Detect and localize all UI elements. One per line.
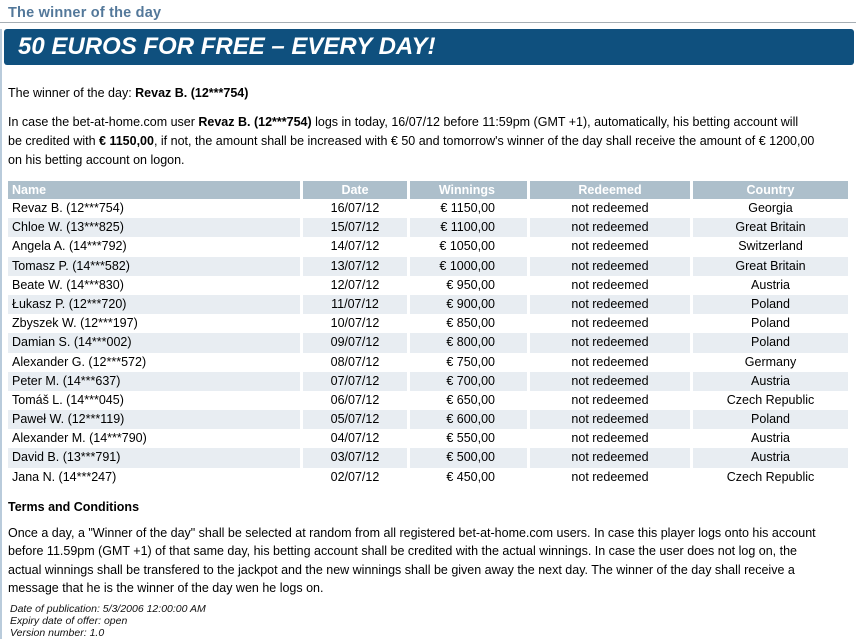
cell-winnings: € 700,00 bbox=[410, 372, 527, 391]
table-row bbox=[8, 295, 851, 314]
offer-paragraph-line bbox=[8, 151, 856, 170]
cell-winnings: € 450,00 bbox=[446, 469, 495, 484]
cell-name: Chloe W. (13***825) bbox=[8, 218, 300, 237]
cell-winnings: € 1100,00 bbox=[410, 218, 527, 237]
cell-country: Poland bbox=[693, 410, 848, 429]
cell-name: Tomáš L. (14***045) bbox=[12, 392, 124, 407]
table-row bbox=[8, 257, 851, 276]
cell-date: 16/07/12 bbox=[330, 201, 380, 215]
cell-date: 06/07/12 bbox=[330, 392, 380, 407]
cell-redeemed: not redeemed bbox=[530, 448, 690, 467]
table-row bbox=[8, 391, 851, 410]
cell-redeemed: not redeemed bbox=[530, 218, 690, 237]
cell-name: Angela A. (14***792) bbox=[12, 239, 127, 254]
terms-paragraph bbox=[8, 524, 856, 598]
table-header-cell: Name bbox=[8, 181, 300, 199]
page-title: The winner of the day bbox=[8, 5, 162, 21]
cell-winnings: € 850,00 bbox=[446, 316, 495, 331]
cell-name: Jana N. (14***247) bbox=[12, 469, 117, 484]
offer-text: , if not, the amount shall be increased with € 50 and tomorrow's winner of the day shall receive the amount of € 1200,00 bbox=[153, 134, 815, 148]
cell-date: 08/07/12 bbox=[330, 354, 380, 369]
cell-name: Beate W. (14***830) bbox=[12, 277, 124, 292]
offer-paragraph-line bbox=[8, 113, 856, 132]
cell-country: Poland bbox=[693, 333, 848, 352]
offer-amount: € 1150,00 bbox=[99, 134, 154, 148]
cell-redeemed: not redeemed bbox=[571, 277, 649, 292]
cell-date: 10/07/12 bbox=[330, 316, 380, 331]
cell-country: Austria bbox=[751, 277, 790, 292]
winner-announcement-label: The winner of the day: bbox=[8, 86, 136, 100]
cell-country: Czech Republic bbox=[726, 469, 815, 484]
cell-date: 04/07/12 bbox=[330, 431, 380, 446]
cell-country: Czech Republic bbox=[726, 392, 815, 407]
terms-line: Once a day, a "Winner of the day" shall be selected at random from all registered bet-at-home.com users. In case this player logs onto his account bbox=[8, 525, 816, 540]
table-row bbox=[8, 333, 851, 352]
cell-country: Austria bbox=[751, 431, 790, 446]
table-row bbox=[8, 429, 851, 448]
offer-text: logs in today, 16/07/12 before 11:59pm (GMT +1), automatically, his betting account will bbox=[311, 115, 799, 129]
table-body bbox=[8, 199, 851, 487]
cell-date: 13/07/12 bbox=[303, 257, 407, 276]
cell-redeemed: not redeemed bbox=[530, 410, 690, 429]
table-header-cell: Country bbox=[693, 181, 848, 199]
cell-country: Poland bbox=[693, 295, 848, 314]
cell-name: Damian S. (14***002) bbox=[8, 333, 300, 352]
offer-text: on his betting account on logon. bbox=[8, 153, 185, 167]
table-row bbox=[8, 199, 851, 218]
version-number: Version number: 1.0 bbox=[10, 626, 105, 639]
offer-text: be credited with bbox=[8, 134, 100, 148]
cell-winnings: € 750,00 bbox=[446, 354, 495, 369]
cell-name: Tomasz P. (14***582) bbox=[8, 257, 300, 276]
offer-winner-name: Revaz B. (12***754) bbox=[198, 115, 312, 129]
promo-banner: 50 EUROS FOR FREE – EVERY DAY! bbox=[4, 29, 854, 65]
cell-redeemed: not redeemed bbox=[571, 431, 649, 446]
terms-line: actual winnings shall be transfered to the jackpot and the new winnings shall be given away the next day. The winner of the day shall receive a bbox=[8, 562, 795, 577]
offer-paragraph bbox=[8, 113, 856, 170]
cell-date: 14/07/12 bbox=[330, 239, 380, 254]
cell-redeemed: not redeemed bbox=[530, 372, 690, 391]
cell-date: 12/07/12 bbox=[330, 277, 380, 292]
table-row bbox=[8, 410, 851, 429]
cell-country: Austria bbox=[693, 372, 848, 391]
cell-date: 03/07/12 bbox=[303, 448, 407, 467]
table-row bbox=[8, 353, 851, 372]
content-area bbox=[0, 29, 856, 639]
offer-text: In case the bet-at-home.com user bbox=[8, 115, 199, 129]
table-header-cell: Date bbox=[303, 181, 407, 199]
cell-country: Georgia bbox=[748, 201, 793, 215]
cell-country: Great Britain bbox=[693, 257, 848, 276]
terms-line: before 11.59pm (GMT +1) of that same day, his betting account shall be credited with the actual winnings. In case the user does not log on, the bbox=[8, 544, 798, 559]
cell-winnings: € 1050,00 bbox=[439, 239, 495, 254]
cell-country: Germany bbox=[744, 354, 797, 369]
offer-paragraph-line bbox=[8, 132, 856, 151]
cell-country: Poland bbox=[751, 316, 790, 331]
table-row bbox=[8, 468, 851, 487]
cell-redeemed: not redeemed bbox=[530, 257, 690, 276]
table-header-cell: Winnings bbox=[410, 181, 527, 199]
table-row bbox=[8, 314, 851, 333]
cell-winnings: € 1000,00 bbox=[410, 257, 527, 276]
table-row bbox=[8, 276, 851, 295]
table-row bbox=[8, 448, 851, 467]
cell-winnings: € 500,00 bbox=[410, 448, 527, 467]
cell-redeemed: not redeemed bbox=[571, 201, 649, 215]
cell-date: 05/07/12 bbox=[303, 410, 407, 429]
cell-redeemed: not redeemed bbox=[571, 392, 649, 407]
cell-name: David B. (13***791) bbox=[8, 448, 300, 467]
cell-redeemed: not redeemed bbox=[530, 333, 690, 352]
cell-name: Alexander G. (12***572) bbox=[12, 354, 147, 369]
cell-redeemed: not redeemed bbox=[571, 469, 649, 484]
winner-name: Revaz B. (12***754) bbox=[135, 86, 249, 100]
cell-date: 02/07/12 bbox=[330, 469, 380, 484]
cell-name: Alexander M. (14***790) bbox=[12, 431, 147, 446]
cell-name: Zbyszek W. (12***197) bbox=[12, 316, 138, 331]
cell-winnings: € 650,00 bbox=[446, 392, 495, 407]
cell-redeemed: not redeemed bbox=[571, 239, 649, 254]
cell-country: Great Britain bbox=[693, 218, 848, 237]
publication-info bbox=[10, 603, 856, 639]
cell-redeemed: not redeemed bbox=[571, 354, 649, 369]
cell-winnings: € 950,00 bbox=[446, 277, 495, 292]
cell-date: 07/07/12 bbox=[303, 372, 407, 391]
cell-name: Peter M. (14***637) bbox=[8, 372, 300, 391]
cell-date: 09/07/12 bbox=[303, 333, 407, 352]
cell-country: Austria bbox=[693, 448, 848, 467]
table-row bbox=[8, 372, 851, 391]
title-bar bbox=[0, 0, 856, 23]
cell-winnings: € 600,00 bbox=[410, 410, 527, 429]
expiry-date: Expiry date of offer: open bbox=[10, 614, 128, 627]
cell-country: Switzerland bbox=[738, 239, 803, 254]
table-header-row bbox=[8, 181, 851, 199]
cell-date: 11/07/12 bbox=[303, 295, 407, 314]
cell-winnings: € 800,00 bbox=[410, 333, 527, 352]
cell-winnings: € 900,00 bbox=[410, 295, 527, 314]
cell-name: Revaz B. (12***754) bbox=[12, 201, 124, 215]
publication-date: Date of publication: 5/3/2006 12:00:00 AM bbox=[10, 602, 206, 615]
cell-winnings: € 550,00 bbox=[446, 431, 495, 446]
cell-winnings: € 1150,00 bbox=[440, 201, 495, 215]
cell-name: Łukasz P. (12***720) bbox=[8, 295, 300, 314]
cell-redeemed: not redeemed bbox=[571, 316, 649, 331]
cell-redeemed: not redeemed bbox=[530, 295, 690, 314]
cell-name: Paweł W. (12***119) bbox=[8, 410, 300, 429]
cell-date: 15/07/12 bbox=[303, 218, 407, 237]
winners-table bbox=[8, 181, 851, 487]
table-header-cell: Redeemed bbox=[530, 181, 690, 199]
terms-line: message that he is the winner of the day wen he logs on. bbox=[8, 581, 324, 596]
terms-heading: Terms and Conditions bbox=[8, 499, 140, 514]
table-row bbox=[8, 218, 851, 237]
table-row bbox=[8, 237, 851, 256]
winner-announcement bbox=[8, 86, 856, 100]
